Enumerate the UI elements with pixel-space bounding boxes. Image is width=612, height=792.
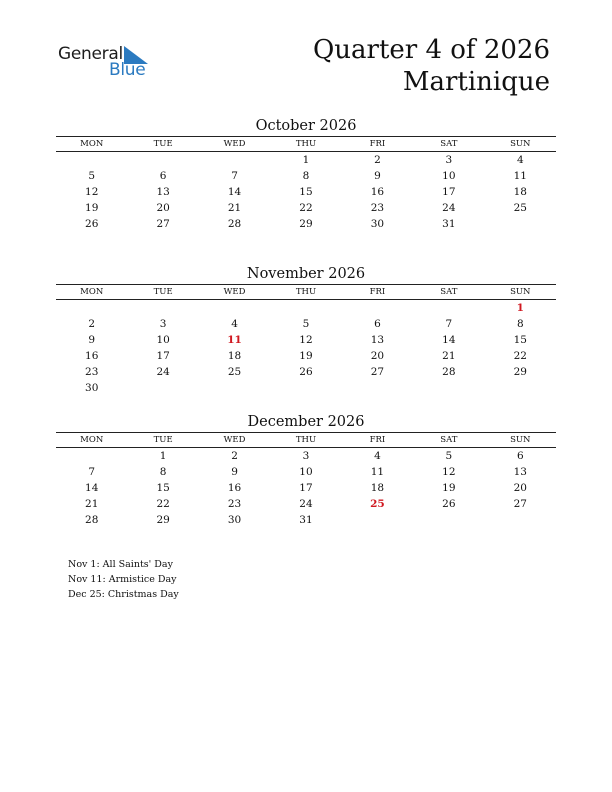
day-cell: 28 (227, 218, 242, 230)
holiday-day-cell: 25 (370, 498, 385, 510)
day-cell: 8 (302, 170, 310, 182)
day-cell: 16 (85, 350, 99, 362)
day-cell: 17 (442, 186, 456, 198)
day-cell: 17 (156, 350, 170, 362)
day-cell: 6 (516, 450, 524, 462)
day-cell: 19 (85, 202, 99, 214)
day-cell: 22 (156, 498, 170, 510)
weekday-label: SAT (440, 435, 458, 445)
empty-day-cell (56, 448, 127, 464)
day-cell: 19 (299, 350, 313, 362)
holiday-note: Dec 25: Christmas Day (68, 588, 179, 600)
day-cell: 6 (374, 318, 381, 330)
day-cell: 24 (299, 498, 313, 510)
empty-day-cell (342, 300, 413, 316)
day-cell: 18 (513, 186, 527, 198)
day-cell: 24 (442, 202, 456, 214)
day-cell: 23 (227, 498, 242, 510)
weekday-label: FRI (369, 139, 386, 149)
month-title: December 2026 (247, 414, 365, 430)
day-cell: 4 (374, 450, 381, 462)
day-cell: 17 (299, 482, 313, 494)
day-cell: 14 (227, 186, 242, 198)
empty-day-cell (56, 152, 127, 168)
day-cell: 11 (513, 170, 527, 182)
page-title (313, 34, 550, 98)
empty-day-cell (127, 300, 198, 316)
day-cell: 5 (302, 318, 310, 330)
day-cell: 2 (231, 450, 238, 462)
empty-day-cell (56, 300, 127, 316)
day-cell: 10 (299, 466, 313, 478)
weekday-label: THU (295, 287, 317, 297)
day-cell: 1 (302, 154, 310, 166)
day-cell: 4 (516, 154, 524, 166)
weekday-label: TUE (153, 139, 173, 149)
holiday-note: Nov 1: All Saints' Day (68, 559, 173, 570)
day-cell: 2 (374, 154, 381, 166)
day-cell: 13 (370, 334, 385, 346)
holiday-notes (68, 558, 179, 602)
day-cell: 3 (159, 318, 167, 330)
day-cell: 7 (231, 170, 238, 182)
weekday-header (56, 432, 556, 448)
month-december (56, 412, 556, 528)
day-cell: 30 (227, 514, 242, 526)
general-blue-logo (58, 44, 168, 84)
day-cell: 21 (85, 498, 99, 510)
day-cell: 26 (85, 218, 99, 230)
day-cell: 15 (156, 482, 170, 494)
empty-day-cell (413, 300, 484, 316)
month-title: October 2026 (255, 118, 357, 134)
weekday-label: FRI (369, 435, 386, 445)
day-cell: 5 (445, 450, 453, 462)
day-cell: 25 (513, 202, 527, 214)
day-grid (56, 448, 556, 528)
day-cell: 3 (302, 450, 310, 462)
weekday-header (56, 136, 556, 152)
day-cell: 12 (442, 466, 456, 478)
weekday-label: WED (223, 139, 246, 149)
day-cell: 7 (88, 466, 96, 478)
day-cell: 7 (445, 318, 453, 330)
day-cell: 18 (227, 350, 242, 362)
logo-text-blue: Blue (109, 60, 146, 80)
day-cell: 10 (442, 170, 456, 182)
title-region: Martinique (402, 67, 550, 97)
empty-day-cell (199, 152, 270, 168)
weekday-label: MON (80, 139, 104, 149)
weekday-label: FRI (369, 287, 386, 297)
day-cell: 5 (88, 170, 96, 182)
weekday-label: SUN (510, 139, 531, 149)
day-cell: 28 (85, 514, 99, 526)
day-cell: 22 (513, 350, 527, 362)
day-cell: 30 (85, 382, 99, 394)
month-title: November 2026 (246, 266, 366, 282)
day-cell: 12 (85, 186, 99, 198)
month-november (56, 264, 556, 396)
weekday-label: THU (295, 139, 317, 149)
day-cell: 14 (442, 334, 456, 346)
empty-day-cell (199, 300, 270, 316)
day-cell: 10 (156, 334, 170, 346)
weekday-label: SUN (510, 287, 531, 297)
weekday-label: MON (80, 287, 104, 297)
day-cell: 1 (159, 450, 167, 462)
holiday-day-cell: 11 (227, 334, 242, 346)
weekday-label: SAT (440, 139, 458, 149)
weekday-label: TUE (153, 287, 173, 297)
day-cell: 29 (513, 366, 527, 378)
day-cell: 28 (442, 366, 456, 378)
day-cell: 21 (442, 350, 456, 362)
weekday-label: THU (295, 435, 317, 445)
day-cell: 9 (231, 466, 238, 478)
day-cell: 20 (513, 482, 527, 494)
day-cell: 27 (156, 218, 170, 230)
holiday-day-cell: 1 (516, 302, 524, 314)
weekday-label: WED (223, 435, 246, 445)
day-cell: 13 (513, 466, 527, 478)
holiday-note: Nov 11: Armistice Day (68, 573, 177, 585)
day-cell: 15 (513, 334, 527, 346)
weekday-label: WED (223, 287, 246, 297)
day-cell: 11 (370, 466, 385, 478)
day-cell: 23 (370, 202, 385, 214)
day-cell: 8 (516, 318, 524, 330)
logo-text-general: General (58, 44, 123, 64)
weekday-header (56, 284, 556, 300)
empty-day-cell (127, 152, 198, 168)
day-cell: 16 (227, 482, 242, 494)
day-cell: 31 (299, 514, 313, 526)
day-cell: 12 (299, 334, 313, 346)
day-cell: 15 (299, 186, 313, 198)
day-cell: 8 (159, 466, 167, 478)
day-cell: 23 (85, 366, 99, 378)
weekday-label: SAT (440, 287, 458, 297)
day-cell: 14 (85, 482, 99, 494)
day-cell: 9 (374, 170, 381, 182)
day-grid (56, 152, 556, 232)
day-cell: 13 (156, 186, 170, 198)
day-cell: 29 (156, 514, 170, 526)
weekday-label: SUN (510, 435, 531, 445)
day-cell: 31 (442, 218, 456, 230)
day-cell: 22 (299, 202, 313, 214)
day-cell: 9 (88, 334, 96, 346)
day-grid (56, 300, 556, 396)
day-cell: 2 (88, 318, 96, 330)
day-cell: 26 (442, 498, 456, 510)
title-quarter: Quarter 4 of 2026 (312, 35, 550, 65)
day-cell: 25 (227, 366, 242, 378)
day-cell: 6 (159, 170, 167, 182)
day-cell: 16 (370, 186, 385, 198)
empty-day-cell (270, 300, 341, 316)
day-cell: 19 (442, 482, 456, 494)
month-october (56, 116, 556, 232)
day-cell: 30 (370, 218, 385, 230)
day-cell: 24 (156, 366, 170, 378)
day-cell: 4 (231, 318, 238, 330)
day-cell: 27 (513, 498, 527, 510)
day-cell: 21 (227, 202, 242, 214)
weekday-label: TUE (153, 435, 173, 445)
day-cell: 20 (156, 202, 170, 214)
day-cell: 29 (299, 218, 313, 230)
day-cell: 26 (299, 366, 313, 378)
day-cell: 18 (370, 482, 385, 494)
day-cell: 3 (445, 154, 453, 166)
day-cell: 20 (370, 350, 385, 362)
day-cell: 27 (370, 366, 385, 378)
weekday-label: MON (80, 435, 104, 445)
